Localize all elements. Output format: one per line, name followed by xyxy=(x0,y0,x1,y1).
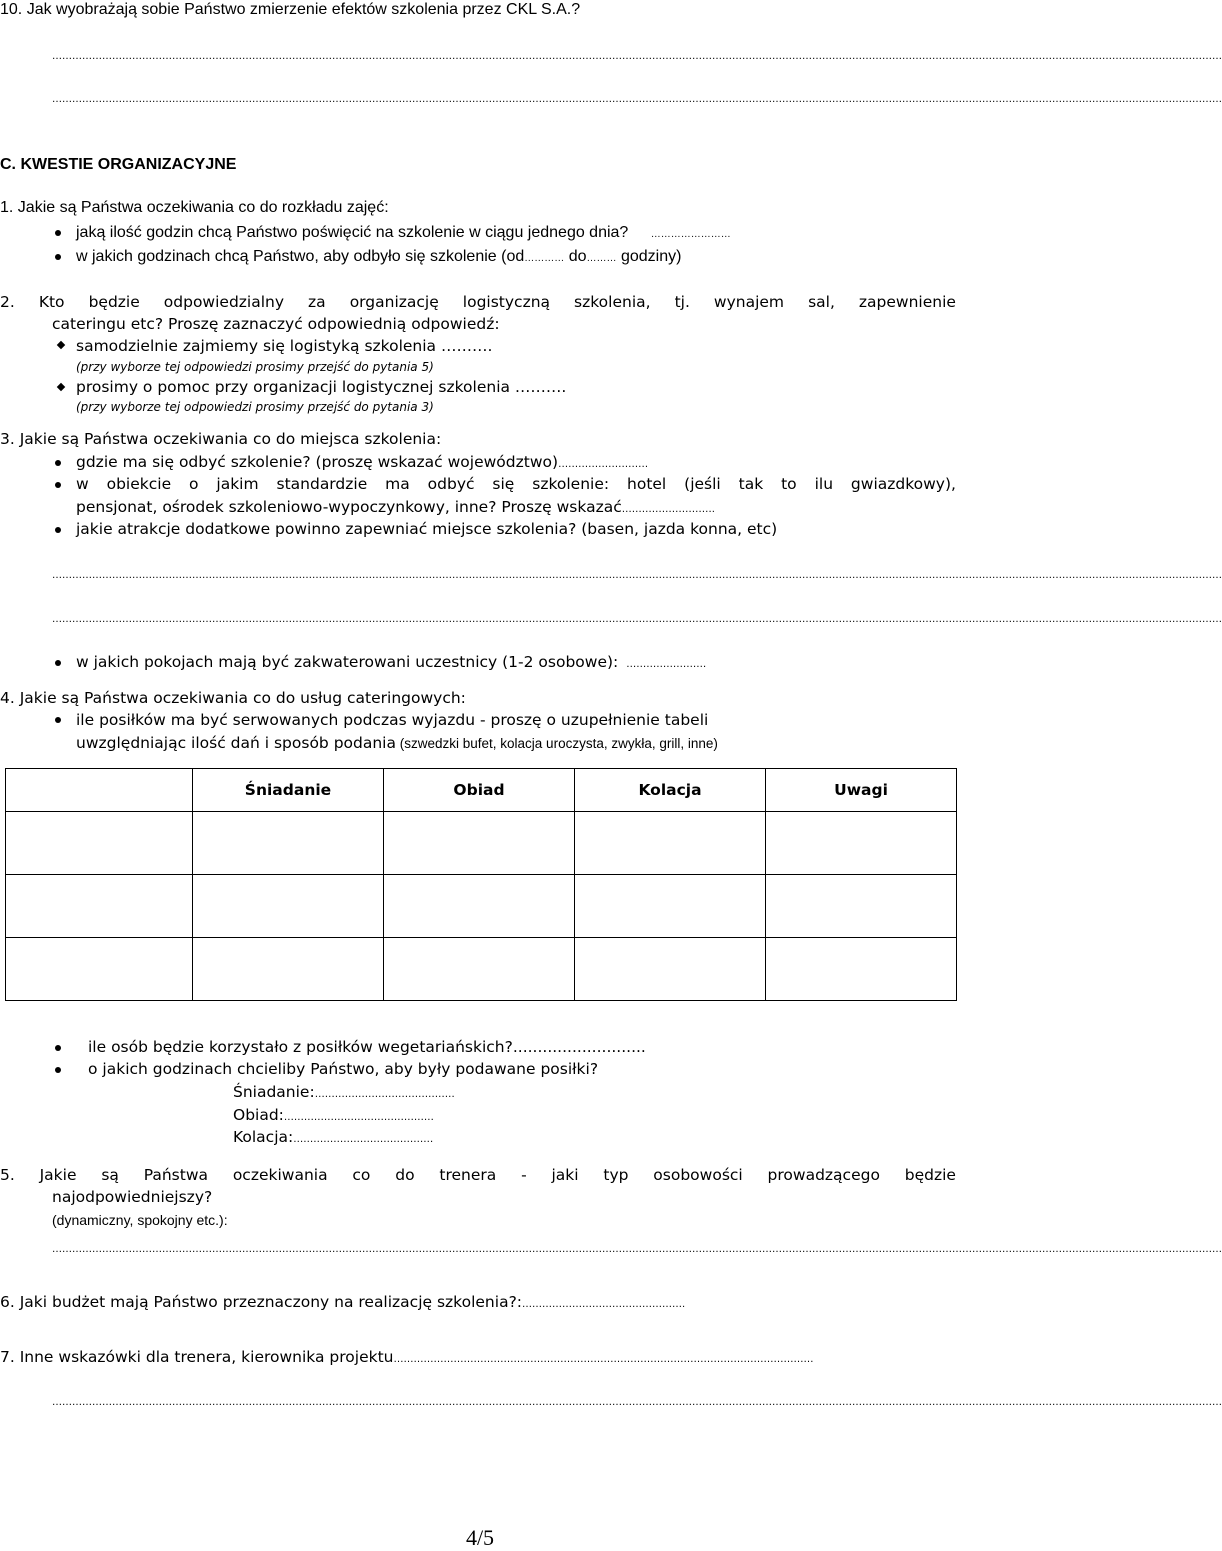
table-cell[interactable] xyxy=(193,812,384,875)
word: to xyxy=(781,475,797,493)
question-6-text: 6. Jaki budżet mają Państwo przeznaczony na realizację szkolenia?: xyxy=(0,1293,523,1311)
table-cell[interactable] xyxy=(384,875,575,938)
word: jakim xyxy=(216,475,259,493)
answer-line[interactable]: ……………………………………………………………………………………………………………………………………………………………………………………………………………………………………………………………………………………………………………………… xyxy=(52,614,1222,625)
table-cell[interactable] xyxy=(384,812,575,875)
table-row xyxy=(6,938,957,1001)
q1-bullet-2-text-b: do xyxy=(564,248,587,265)
word: Kto xyxy=(38,293,65,311)
word: jaki xyxy=(551,1166,579,1184)
table-cell[interactable] xyxy=(575,875,766,938)
question-2-line-2: cateringu etc? Proszę zaznaczyć odpowiednią odpowiedź: xyxy=(52,315,500,333)
word: obiekcie xyxy=(106,475,172,493)
question-5-line-1 xyxy=(0,1165,956,1185)
answer-line[interactable]: ……………………………………………………………………………………………………………………………………………………………………………………………………………………………………………………………………………………………………………………… xyxy=(52,51,1222,62)
meal-time-dinner xyxy=(233,1127,433,1150)
page-number: 4/5 xyxy=(465,1525,495,1550)
word: organizację xyxy=(349,293,439,311)
word: szkolenia, xyxy=(574,293,651,311)
bullet-icon xyxy=(55,230,61,236)
q2-option-1-note: (przy wyborze tej odpowiedzi prosimy przejść do pytania 5) xyxy=(76,360,434,374)
question-7-fill[interactable]: ……………………………………………………………………………………………………………… xyxy=(393,1354,814,1365)
word: co xyxy=(352,1166,371,1184)
word: oczekiwania xyxy=(232,1166,328,1184)
question-2-line-1 xyxy=(0,292,956,312)
word: standardzie xyxy=(276,475,368,493)
word: Jakie xyxy=(39,1166,77,1184)
q4-bullet-1-text: uwzględniając ilość dań i sposób podania xyxy=(76,734,396,752)
catering-table xyxy=(5,768,957,1001)
q1-bullet-2-text-a: w jakich godzinach chcą Państwo, aby odbyło się szkolenie (od xyxy=(76,248,525,265)
table-row xyxy=(6,812,957,875)
table-cell[interactable] xyxy=(766,938,957,1001)
answer-line[interactable]: ……………………………………………………………………………………………………………………………………………………………………………………………………………………………………………………………………………………………………………………… xyxy=(52,1397,1222,1408)
question-3: 3. Jakie są Państwa oczekiwania co do miejsca szkolenia: xyxy=(0,430,442,448)
q1-bullet-1-fill[interactable]: …………………… xyxy=(650,229,731,240)
bullet-icon xyxy=(55,527,61,533)
q3-bullet-1-text: gdzie ma się odbyć szkolenie? (proszę wskazać województwo) xyxy=(76,453,559,471)
meal-time-lunch xyxy=(233,1105,434,1128)
q1-bullet-2-text-c: godziny) xyxy=(616,248,682,265)
meal-fill[interactable]: …………………………………… xyxy=(314,1089,455,1100)
bullet-icon xyxy=(55,254,61,260)
question-10: 10. Jak wyobrażają sobie Państwo zmierzenie efektów szkolenia przez CKL S.A.? xyxy=(0,1,581,18)
q3-bullet-2-text: pensjonat, ośrodek szkoleniowo-wypoczynkowy, inne? Proszę wskazać xyxy=(76,498,622,516)
q3-bullet-1 xyxy=(76,452,648,475)
table-cell[interactable] xyxy=(766,812,957,875)
bullet-icon xyxy=(55,717,61,723)
word: trenera xyxy=(439,1166,497,1184)
table-cell[interactable] xyxy=(575,812,766,875)
word: są xyxy=(101,1166,119,1184)
table-cell[interactable] xyxy=(766,875,957,938)
word: będzie xyxy=(904,1166,956,1184)
table-cell[interactable] xyxy=(6,812,193,875)
word: typ xyxy=(603,1166,629,1184)
word: (jeśli xyxy=(684,475,721,493)
word: tak xyxy=(738,475,764,493)
word: Państwa xyxy=(143,1166,209,1184)
question-1: 1. Jakie są Państwa oczekiwania co do rozkładu zajęć: xyxy=(0,199,389,216)
bullet-icon xyxy=(55,460,61,466)
diamond-bullet-icon xyxy=(57,341,65,349)
meal-label: Śniadanie: xyxy=(233,1083,315,1101)
word: hotel xyxy=(627,475,667,493)
table-cell[interactable] xyxy=(193,875,384,938)
q3-bullet-4-text: w jakich pokojach mają być zakwaterowani uczestnicy (1-2 osobowe): xyxy=(76,653,619,671)
word: będzie xyxy=(88,293,140,311)
table-cell xyxy=(6,769,193,812)
q2-option-1[interactable]: samodzielnie zajmiemy się logistyką szkolenia ………. xyxy=(76,337,493,355)
table-header: Śniadanie xyxy=(193,769,384,812)
table-header-row xyxy=(6,769,957,812)
q3-bullet-4 xyxy=(76,652,706,675)
bullet-icon xyxy=(55,660,61,666)
question-4: 4. Jakie są Państwa oczekiwania co do usług cateringowych: xyxy=(0,689,466,707)
question-6 xyxy=(0,1292,685,1315)
q4-bullet-1-line-1: ile posiłków ma być serwowanych podczas wyjazdu - proszę o uzupełnienie tabeli xyxy=(76,711,709,729)
q4-bullet-3: o jakich godzinach chcieliby Państwo, aby były podawane posiłki? xyxy=(88,1060,599,1078)
bullet-icon xyxy=(55,1045,61,1051)
table-cell[interactable] xyxy=(6,938,193,1001)
word: w xyxy=(76,475,89,493)
question-5-hint: (dynamiczny, spokojny etc.): xyxy=(52,1212,228,1228)
table-header: Kolacja xyxy=(575,769,766,812)
meal-time-breakfast xyxy=(233,1082,455,1105)
answer-line[interactable]: ……………………………………………………………………………………………………………………………………………………………………………………………………………………………………………………………………………………………………………………… xyxy=(52,94,1222,105)
q3-bullet-4-fill[interactable]: …………………… xyxy=(626,659,707,670)
word: odbyć xyxy=(427,475,475,493)
question-5-line-2: najodpowiedniejszy? xyxy=(52,1188,213,1206)
table-cell[interactable] xyxy=(193,938,384,1001)
word: tj. xyxy=(674,293,690,311)
q4-bullet-1-hint: (szwedzki bufet, kolacja uroczysta, zwykła, grill, inne) xyxy=(396,736,718,751)
meal-label: Kolacja: xyxy=(233,1128,294,1146)
q3-bullet-2-line-1 xyxy=(76,474,956,494)
q4-bullet-1-line-2 xyxy=(76,733,718,754)
q3-bullet-2-line-2 xyxy=(76,497,715,520)
word: zapewnienie xyxy=(858,293,956,311)
q3-bullet-2-fill[interactable]: ………………………. xyxy=(621,504,715,515)
diamond-bullet-icon xyxy=(57,383,65,391)
word: osobowości xyxy=(653,1166,743,1184)
meal-fill[interactable]: ……………………………………… xyxy=(283,1112,434,1123)
word: się xyxy=(492,475,515,493)
q1-to-fill[interactable]: ……… xyxy=(586,253,617,264)
word: - xyxy=(521,1166,527,1184)
table-cell[interactable] xyxy=(6,875,193,938)
word: gwiazdkowy), xyxy=(850,475,956,493)
word: odpowiedzialny xyxy=(163,293,285,311)
answer-line[interactable]: ……………………………………………………………………………………………………………………………………………………………………………………………………………………………………………………………………………………………………………………… xyxy=(52,570,1222,581)
word: wynajem xyxy=(713,293,785,311)
question-7 xyxy=(0,1347,814,1370)
q2-option-2-note: (przy wyborze tej odpowiedzi prosimy przejść do pytania 3) xyxy=(76,400,434,414)
q1-bullet-2 xyxy=(76,247,681,269)
word: ilu xyxy=(814,475,834,493)
meal-label: Obiad: xyxy=(233,1106,284,1124)
table-header: Uwagi xyxy=(766,769,957,812)
table-cell[interactable] xyxy=(575,938,766,1001)
table-cell[interactable] xyxy=(384,938,575,1001)
q1-bullet-1-text: jaką ilość godzin chcą Państwo poświęcić na szkolenie w ciągu jednego dnia? xyxy=(76,224,629,241)
q1-bullet-1 xyxy=(76,223,731,245)
table-header: Obiad xyxy=(384,769,575,812)
word: logistyczną xyxy=(462,293,551,311)
question-7-text: 7. Inne wskazówki dla trenera, kierownika projektu xyxy=(0,1348,394,1366)
word: za xyxy=(308,293,326,311)
meal-fill[interactable]: …………………………………… xyxy=(293,1134,434,1145)
bullet-icon xyxy=(55,482,61,488)
word: szkolenie: xyxy=(532,475,610,493)
answer-line[interactable]: ……………………………………………………………………………………………………………………………………………………………………………………………………………………………………………………………………………………………………………………… xyxy=(52,1244,1222,1255)
q1-from-fill[interactable]: ………… xyxy=(524,253,565,264)
q2-option-2[interactable]: prosimy o pomoc przy organizacji logistycznej szkolenia ………. xyxy=(76,378,567,396)
word: 5. xyxy=(0,1166,15,1184)
word: ma xyxy=(385,475,410,493)
bullet-icon xyxy=(55,1067,61,1073)
word: do xyxy=(395,1166,415,1184)
q3-bullet-1-fill[interactable]: ……………………… xyxy=(558,459,649,470)
word: 2. xyxy=(0,293,15,311)
question-6-fill[interactable]: …………………………………………. xyxy=(522,1299,686,1310)
q4-bullet-2: ile osób będzie korzystało z posiłków wegetariańskich?........................... xyxy=(88,1038,646,1056)
section-title: C. KWESTIE ORGANIZACYJNE xyxy=(0,156,237,173)
q3-bullet-3: jakie atrakcje dodatkowe powinno zapewniać miejsce szkolenia? (basen, jazda konna, etc) xyxy=(76,520,778,538)
word: sal, xyxy=(808,293,835,311)
word: o xyxy=(189,475,199,493)
table-row xyxy=(6,875,957,938)
word: prowadzącego xyxy=(767,1166,880,1184)
